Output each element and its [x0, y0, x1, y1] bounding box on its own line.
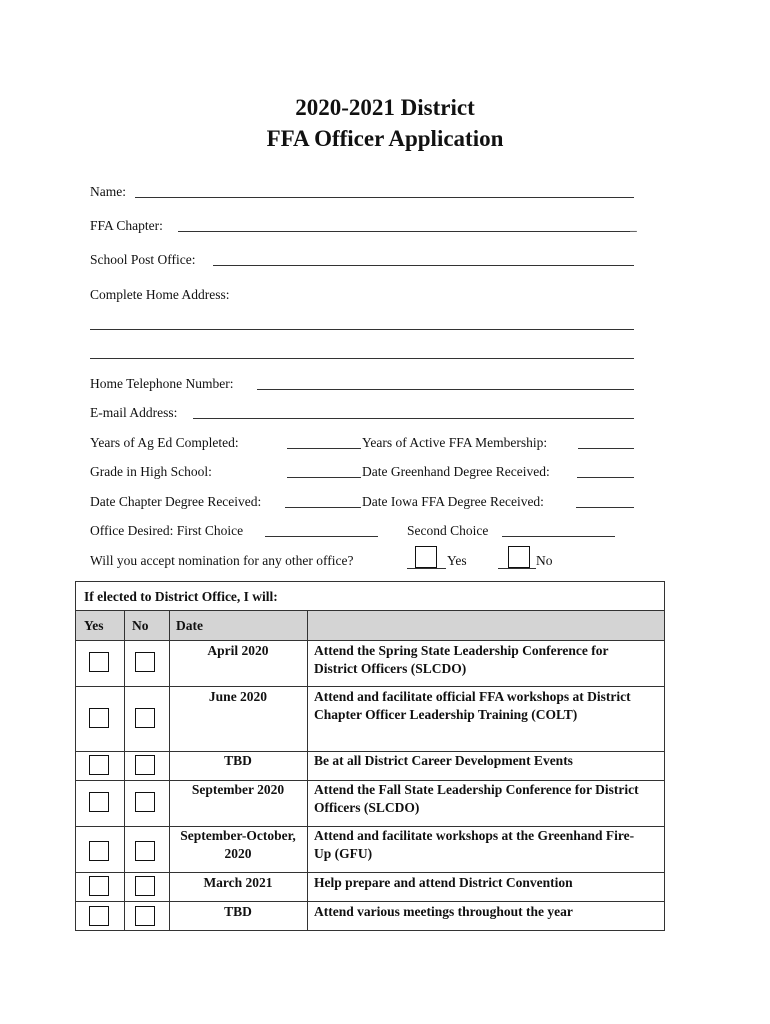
chapter-degree-date-label: Date Chapter Degree Received:: [90, 494, 262, 509]
table-heading: If elected to District Office, I will:: [76, 582, 664, 611]
chapter-label: FFA Chapter:: [90, 218, 163, 233]
nomination-no-line: [498, 568, 536, 569]
row-7-no-checkbox[interactable]: [135, 906, 155, 926]
row-divider: [76, 872, 664, 873]
post-office-label: School Post Office:: [90, 252, 196, 267]
office-first-field[interactable]: [265, 536, 378, 537]
years-ag-ed-field[interactable]: [287, 448, 361, 449]
column-divider: [124, 611, 125, 930]
row-divider: [76, 901, 664, 902]
row-5-no-checkbox[interactable]: [135, 841, 155, 861]
iowa-degree-date-field[interactable]: [576, 507, 634, 508]
years-ffa-label: Years of Active FFA Membership:: [362, 435, 548, 450]
telephone-field[interactable]: [257, 389, 634, 390]
row-1-task: Attend the Spring State Leadership Conference for District Officers (SLCDO): [314, 643, 609, 676]
row-7-date: TBD: [224, 904, 252, 919]
row-6-date: March 2021: [203, 875, 273, 890]
name-field[interactable]: [135, 197, 634, 198]
row-3-no-checkbox[interactable]: [135, 755, 155, 775]
row-5-date: September-October, 2020: [180, 828, 296, 861]
nomination-no-label: No: [536, 553, 553, 568]
post-office-field[interactable]: [213, 265, 634, 266]
column-yes: Yes: [84, 618, 104, 633]
email-field[interactable]: [193, 418, 634, 419]
years-ffa-field[interactable]: [578, 448, 634, 449]
column-date: Date: [176, 618, 203, 633]
home-address-line-2[interactable]: [90, 358, 634, 359]
row-6-task: Help prepare and attend District Convention: [314, 875, 573, 890]
row-4-date: September 2020: [191, 782, 285, 797]
row-5-yes-checkbox[interactable]: [89, 841, 109, 861]
row-2-date: June 2020: [208, 689, 268, 704]
chapter-degree-date-field[interactable]: [285, 507, 361, 508]
row-4-no-checkbox[interactable]: [135, 792, 155, 812]
office-second-label: Second Choice: [407, 523, 489, 538]
form-title-line-2: FFA Officer Application: [266, 126, 504, 151]
row-3-task: Be at all District Career Development Events: [314, 753, 573, 768]
row-7-yes-checkbox[interactable]: [89, 906, 109, 926]
commitments-table: [75, 581, 665, 931]
grade-field[interactable]: [287, 477, 361, 478]
row-6-yes-checkbox[interactable]: [89, 876, 109, 896]
row-1-yes-checkbox[interactable]: [89, 652, 109, 672]
row-2-yes-checkbox[interactable]: [89, 708, 109, 728]
office-second-field[interactable]: [502, 536, 615, 537]
chapter-suffix: _: [630, 218, 637, 233]
grade-label: Grade in High School:: [90, 464, 212, 479]
row-4-yes-checkbox[interactable]: [89, 792, 109, 812]
home-address-line-1[interactable]: [90, 329, 634, 330]
office-first-label: Office Desired: First Choice: [90, 523, 244, 538]
row-2-task: Attend and facilitate official FFA workshops at District Chapter Officer Leadership Training (COLT): [314, 689, 631, 722]
nomination-yes-label: Yes: [447, 553, 467, 568]
row-5-task: Attend and facilitate workshops at the Greenhand Fire-Up (GFU): [314, 828, 635, 861]
row-divider: [76, 686, 664, 687]
row-3-date: TBD: [224, 753, 252, 768]
chapter-field[interactable]: [178, 231, 630, 232]
form-title-line-1: 2020-2021 District: [295, 95, 475, 120]
greenhand-date-field[interactable]: [577, 477, 634, 478]
row-7-task: Attend various meetings throughout the year: [314, 904, 573, 919]
iowa-degree-date-label: Date Iowa FFA Degree Received:: [362, 494, 544, 509]
email-label: E-mail Address:: [90, 405, 178, 420]
table-column-header-row: [76, 611, 664, 641]
row-2-no-checkbox[interactable]: [135, 708, 155, 728]
column-no: No: [132, 618, 149, 633]
nomination-yes-checkbox[interactable]: [415, 546, 437, 568]
row-3-yes-checkbox[interactable]: [89, 755, 109, 775]
row-1-date: April 2020: [207, 643, 269, 658]
row-6-no-checkbox[interactable]: [135, 876, 155, 896]
home-address-label: Complete Home Address:: [90, 287, 230, 302]
greenhand-date-label: Date Greenhand Degree Received:: [362, 464, 550, 479]
years-ag-ed-label: Years of Ag Ed Completed:: [90, 435, 239, 450]
nomination-no-checkbox[interactable]: [508, 546, 530, 568]
name-label: Name:: [90, 184, 126, 199]
telephone-label: Home Telephone Number:: [90, 376, 234, 391]
row-4-task: Attend the Fall State Leadership Conference for District Officers (SLCDO): [314, 782, 639, 815]
column-divider: [307, 611, 308, 930]
row-1-no-checkbox[interactable]: [135, 652, 155, 672]
nomination-label: Will you accept nomination for any other office?: [90, 553, 354, 568]
nomination-yes-line: [407, 568, 446, 569]
